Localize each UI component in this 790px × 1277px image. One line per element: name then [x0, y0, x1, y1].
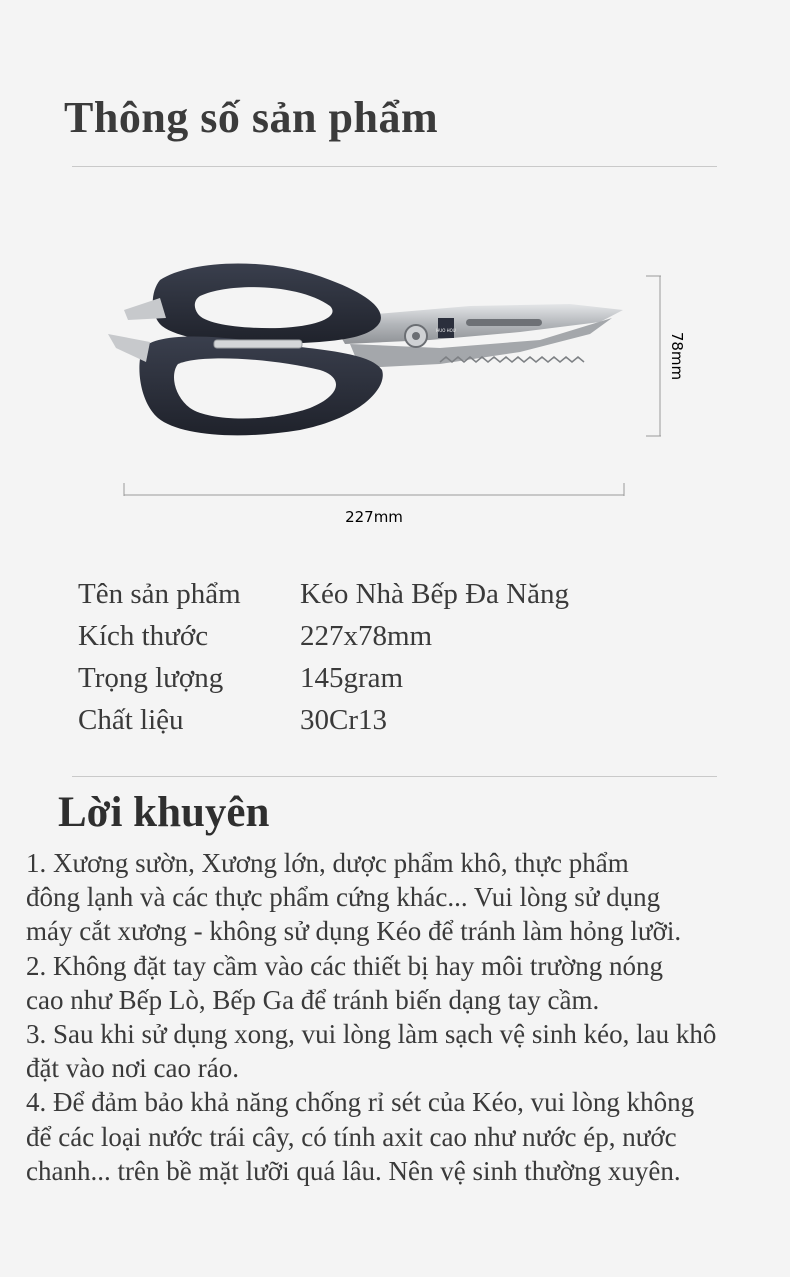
advice-line: cao như Bếp Lò, Bếp Ga để tránh biến dạng tay cầm. — [26, 984, 600, 1015]
advice-line: máy cắt xương - không sử dụng Kéo để tránh làm hỏng lưỡi. — [26, 916, 682, 947]
spec-value: 227x78mm — [300, 620, 433, 652]
advice-line: 2. Không đặt tay cầm vào các thiết bị hay môi trường nóng — [26, 950, 664, 981]
blade-slot — [466, 319, 542, 326]
divider-top — [72, 166, 717, 167]
advice-line: 4. Để đảm bảo khả năng chống rỉ sét của Kéo, vui lòng không — [26, 1087, 695, 1118]
brand-logo-text: HUO HOU — [436, 328, 456, 333]
advice-title: Lời khuyên — [58, 789, 270, 836]
spec-label: Tên sản phẩm — [78, 578, 241, 610]
spec-label: Trọng lượng — [78, 662, 224, 694]
advice-line: để các loại nước trái cây, có tính axit cao như nước ép, nước — [26, 1121, 677, 1152]
spec-row — [78, 658, 569, 700]
product-figure — [0, 240, 790, 540]
width-label: 227mm — [345, 508, 403, 526]
spec-label: Chất liệu — [78, 704, 184, 736]
advice-line: chanh... trên bề mặt lưỡi quá lâu. Nên vệ sinh thường xuyên. — [26, 1155, 681, 1186]
spec-row — [78, 616, 569, 658]
spec-table — [78, 574, 569, 742]
advice-line: đông lạnh và các thực phẩm cứng khác... Vui lòng sử dụng — [26, 882, 661, 913]
height-label: 78mm — [668, 331, 686, 381]
lower-tip — [108, 334, 150, 362]
advice-text — [26, 846, 786, 1188]
advice-line: 1. Xương sườn, Xương lớn, dược phẩm khô, thực phẩm — [26, 848, 629, 878]
spec-row — [78, 700, 569, 742]
spec-value: 30Cr13 — [300, 704, 387, 736]
page-title: Thông số sản phẩm — [64, 93, 439, 142]
grip-teeth — [214, 340, 302, 348]
bottle-opener-tip — [124, 298, 166, 320]
spec-label: Kích thước — [78, 620, 209, 652]
advice-line: đặt vào nơi cao ráo. — [26, 1053, 239, 1084]
scissors-illustration — [0, 240, 790, 540]
advice-line: 3. Sau khi sử dụng xong, vui lòng làm sạch vệ sinh kéo, lau khô — [26, 1019, 717, 1050]
divider-middle — [72, 776, 717, 777]
spec-row — [78, 574, 569, 616]
spec-value: 145gram — [300, 662, 404, 694]
spec-value: Kéo Nhà Bếp Đa Năng — [300, 578, 569, 610]
